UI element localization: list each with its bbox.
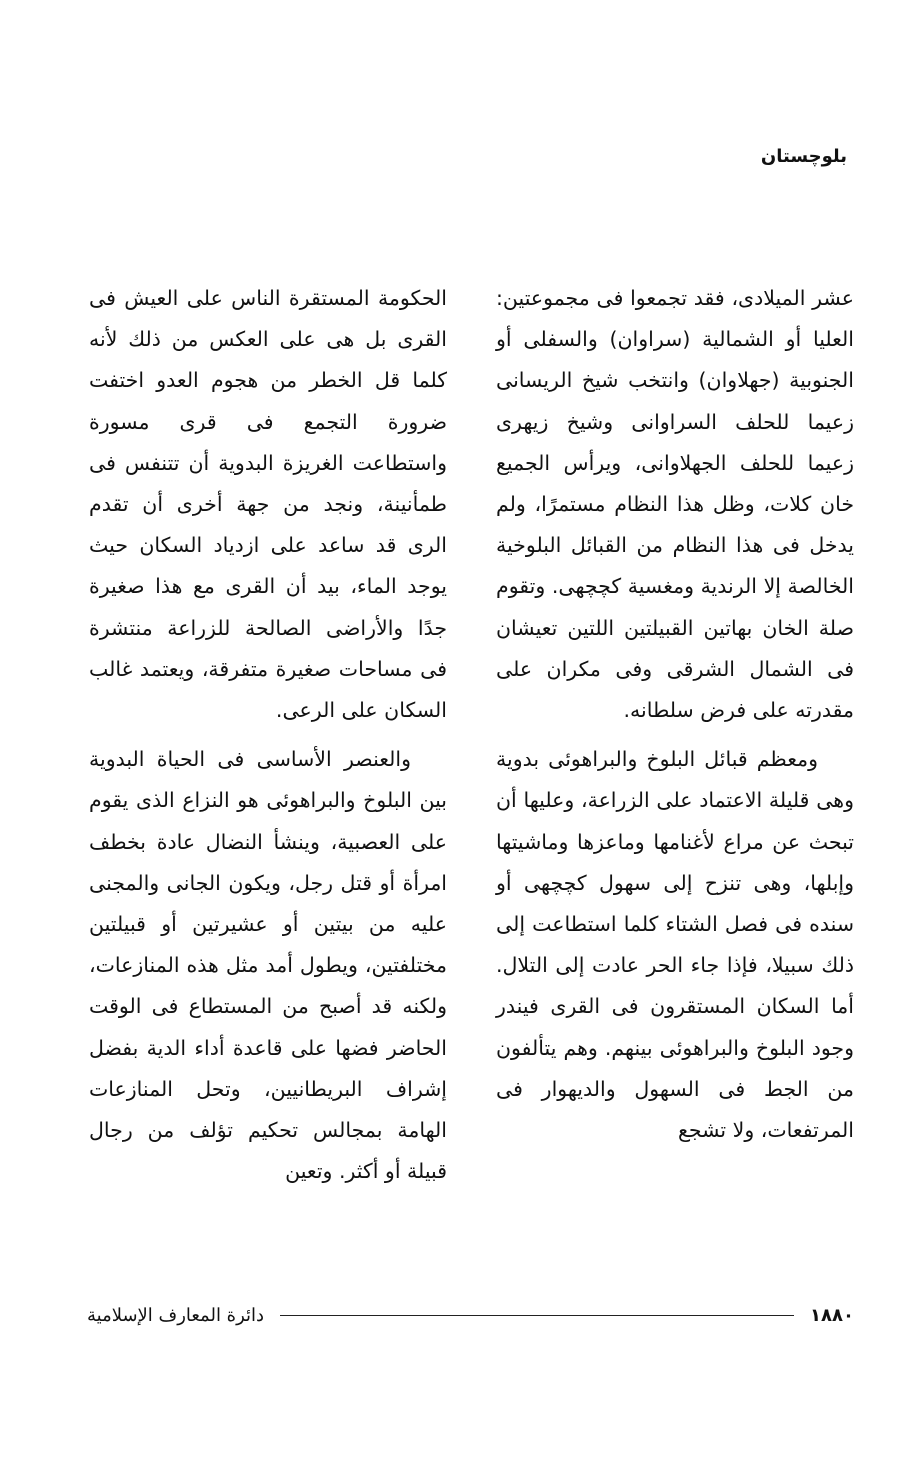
footer-divider xyxy=(280,1315,794,1316)
publication-title: دائرة المعارف الإسلامية xyxy=(87,1304,265,1326)
paragraph: والعنصر الأساسى فى الحياة البدوية بين البلوخ والبراهوئى هو النزاع الذى يقوم على العصبية، وينشأ النضال عادة بخطف امرأة أو قتل رجل، ويكون الجانى والمجنى عليه من بيتين أو عشيرتين أو قبيلتين مختلفتين، ويطول أمد مثل هذه المنازعات، ولكنه قد أصبح من المستطاع فى الوقت الحاضر فضها على قاعدة أداء الدية بفضل إشراف البريطانيين، وتحل المنازعات الهامة بمجالس تحكيم تؤلف من رجال قبيلة أو أكثر. وتعين xyxy=(89,747,447,1184)
text-column-left xyxy=(89,278,447,1278)
running-header: بلوچستان xyxy=(760,146,847,167)
paragraph: ومعظم قبائل البلوخ والبراهوئى بدوية وهى قليلة الاعتماد على الزراعة، وعليها أن تبحث عن مراع لأغنامها وماعزها وماشيتها وإبلها، وهى تنزح إلى سهول كچچهى أو سنده فى فصل الشتاء كلما استطاعت إلى ذلك سبيلا، فإذا جاء الحر عادت إلى التلال. أما السكان المستقرون فى القرى فيندر وجود البلوخ والبراهوئى بينهم. وهم يتألفون من الجط فى السهول والديهوار فى المرتفعات، ولا تشجع xyxy=(496,747,854,1143)
page-footer xyxy=(87,1300,854,1330)
text-column-right xyxy=(496,278,854,1278)
paragraph: الحكومة المستقرة الناس على العيش فى القرى بل هى على العكس من ذلك لأنه كلما قل الخطر من هجوم العدو اختفت ضرورة التجمع فى قرى مسورة واستطاعت الغريزة البدوية أن تتنفس فى طمأنينة، ونجد من جهة أخرى أن تقدم الرى قد ساعد على ازدياد السكان حيث يوجد الماء، بيد أن القرى مع هذا صغيرة جدًا والأراضى الصالحة للزراعة منتشرة فى مساحات صغيرة متفرقة، ويعتمد غالب السكان على الرعى. xyxy=(89,286,447,723)
page-number: ١٨٨٠ xyxy=(810,1304,854,1326)
paragraph: عشر الميلادى، فقد تجمعوا فى مجموعتين: العليا أو الشمالية (سراوان) والسفلى أو الجنوبية (جهلاوان) وانتخب شيخ الريسانى زعيما للحلف السراوانى وشيخ زيهرى زعيما للحلف الجهلاوانى، ويرأس الجميع خان كلات، وظل هذا النظام مستمرًا، ولم يدخل فى هذا النظام من القبائل البلوخية الخالصة إلا الرندية ومغسية كچچهى. وتقوم صلة الخان بهاتين القبيلتين اللتين تعيشان فى الشمال الشرقى وفى مكران على مقدرته على فرض سلطانه. xyxy=(496,286,854,723)
